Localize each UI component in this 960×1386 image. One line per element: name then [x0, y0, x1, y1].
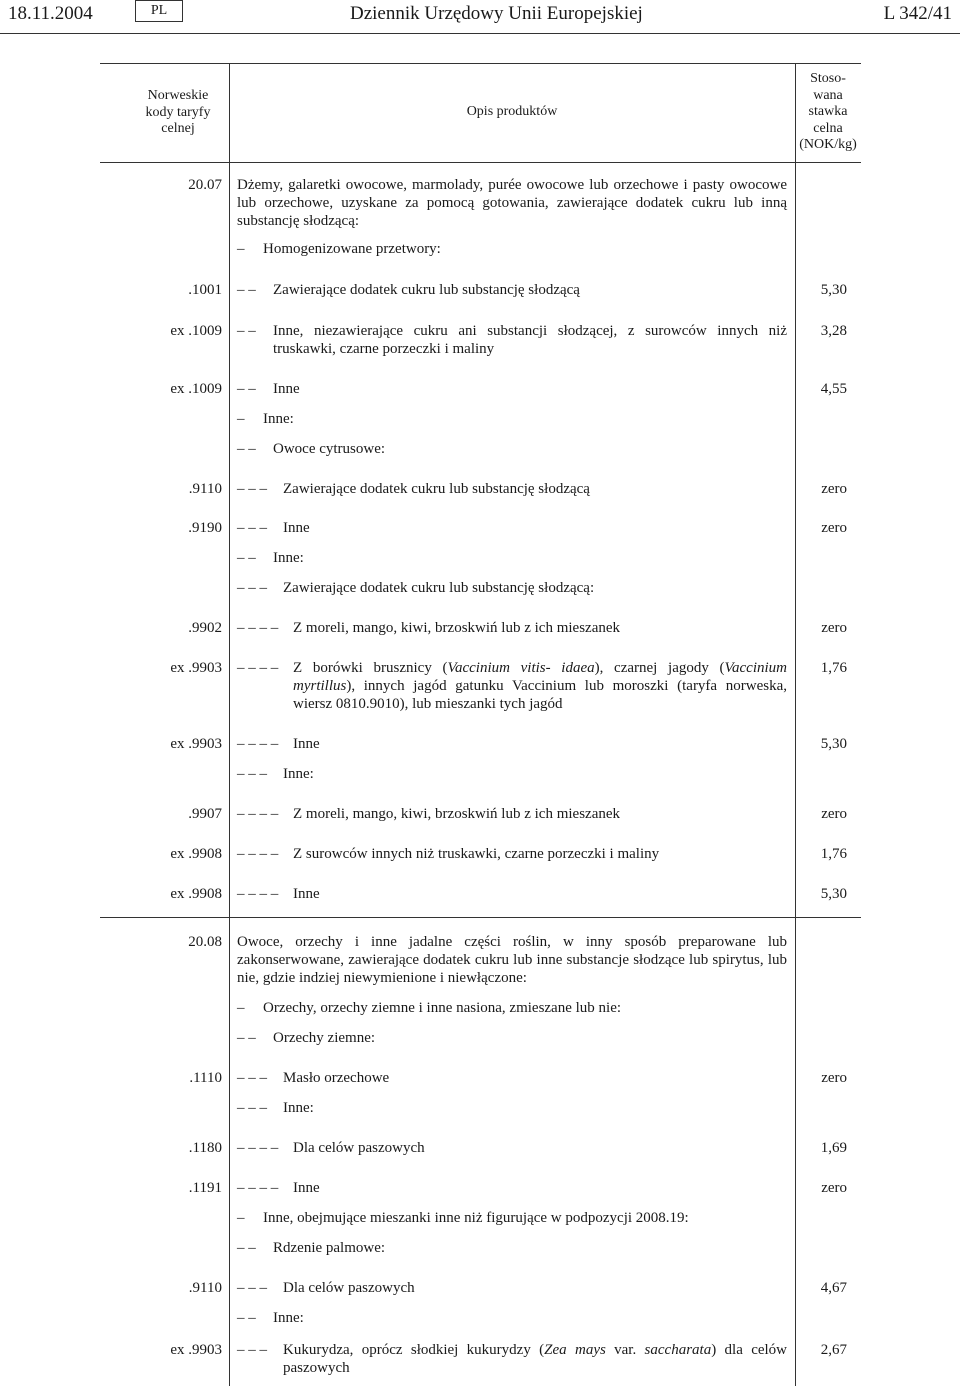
product-description: Kukurydza, oprócz słodkiej kukurydzy (Zea mays var. saccharata) dla celów paszowych: [283, 1342, 788, 1376]
hierarchy-dash: – – – –: [237, 1180, 279, 1196]
tariff-code: .9902: [188, 620, 222, 636]
hierarchy-dash: – – –: [237, 481, 267, 497]
hierarchy-dash: – – –: [237, 1342, 267, 1358]
tariff-code: ex .9903: [170, 736, 222, 752]
product-description: Inne:: [263, 411, 294, 427]
publication-date: 18.11.2004: [8, 3, 93, 24]
table-top-rule: [100, 63, 861, 64]
product-description: Inne: [293, 736, 320, 752]
product-description: Zawierające dodatek cukru lub substancję słodzącą: [283, 481, 590, 497]
product-description: Inne:: [273, 1310, 304, 1326]
tariff-code: ex .1009: [170, 323, 222, 339]
duty-rate: zero: [821, 1070, 847, 1086]
hierarchy-dash: –: [237, 1210, 245, 1226]
product-description: Inne: [283, 520, 310, 536]
product-description: Dla celów paszowych: [293, 1140, 425, 1156]
tariff-code: .1001: [188, 282, 222, 298]
column-header-code: [130, 88, 226, 138]
hierarchy-dash: – –: [237, 550, 256, 566]
product-description: Inne:: [283, 1100, 314, 1116]
duty-rate: zero: [821, 520, 847, 536]
hierarchy-dash: – – –: [237, 580, 267, 596]
tariff-code: ex .9903: [170, 660, 222, 676]
product-description: Z borówki brusznicy (Vaccinium vitis- idaea), czarnej jagody (Vaccinium myrtillus), innych jagód gatunku Vaccinium lub moroszki (taryfa norweska, wiersz 0810.9010), lub mieszanki tych jagód: [293, 660, 787, 712]
hierarchy-dash: – – –: [237, 766, 267, 782]
product-description: Dżemy, galaretki owocowe, marmolady, purée owocowe lub orzechowe i pasty owocowe lub orzechowe, uzyskane za pomocą gotowania, zawierające dodatek cukru lub inną substancję słodzącą:: [237, 177, 787, 229]
hierarchy-dash: – – – –: [237, 736, 279, 752]
duty-rate: 4,67: [820, 1280, 847, 1296]
column-header-rate: [797, 71, 859, 154]
tariff-code: .9190: [188, 520, 222, 536]
hierarchy-dash: – –: [237, 381, 256, 397]
tariff-code: ex .9908: [170, 886, 222, 902]
tariff-code: .9110: [188, 1280, 222, 1296]
tariff-code: .1191: [188, 1180, 222, 1196]
duty-rate: 1,76: [820, 660, 847, 676]
hierarchy-dash: – – –: [237, 1100, 267, 1116]
hierarchy-dash: – – – –: [237, 886, 279, 902]
duty-rate: 1,69: [820, 1140, 847, 1156]
product-description: Inne: [273, 381, 300, 397]
hierarchy-dash: –: [237, 411, 245, 427]
tariff-code: 20.07: [188, 177, 222, 193]
tariff-code: ex .9903: [170, 1342, 222, 1358]
product-description: Inne:: [283, 766, 314, 782]
product-description: Inne: [293, 886, 320, 902]
product-description: Owoce cytrusowe:: [273, 441, 386, 457]
hierarchy-dash: – – – –: [237, 660, 279, 676]
hierarchy-dash: – –: [237, 1240, 256, 1256]
product-description: Inne, niezawierające cukru ani substancji słodzącej, z surowców innych niż truskawki, czarne porzeczki i maliny: [273, 323, 787, 357]
duty-rate: 3,28: [820, 323, 847, 339]
column-header-rate-line: wana: [813, 87, 843, 103]
hierarchy-dash: –: [237, 1000, 245, 1016]
table-header-rule: [100, 162, 861, 163]
product-description: Z moreli, mango, kiwi, brzoskwiń lub z ich mieszanek: [293, 620, 621, 636]
column-header-description: Opis produktów: [466, 104, 558, 119]
product-description: Owoce, orzechy i inne jadalne części roślin, w inny sposób preparowane lub zakonserwowane, zawierające dodatek cukru lub inne substancje słodzące lub spirytus, lub nie, gdzie indziej niewymienione i niewłączone:: [237, 934, 787, 986]
product-description: Dla celów paszowych: [283, 1280, 415, 1296]
hierarchy-dash: – –: [237, 323, 256, 339]
table-section-rule: [100, 917, 861, 918]
duty-rate: 4,55: [820, 381, 847, 397]
product-description: Orzechy, orzechy ziemne i inne nasiona, zmieszane lub nie:: [263, 1000, 622, 1016]
hierarchy-dash: – – – –: [237, 1140, 279, 1156]
hierarchy-dash: – – –: [237, 520, 267, 536]
duty-rate: zero: [821, 481, 847, 497]
product-description: Zawierające dodatek cukru lub substancję słodzącą:: [283, 580, 595, 596]
product-description: Zawierające dodatek cukru lub substancję słodzącą: [273, 282, 580, 298]
product-description: Rdzenie palmowe:: [273, 1240, 386, 1256]
hierarchy-dash: – – – –: [237, 846, 279, 862]
hierarchy-dash: – –: [237, 282, 256, 298]
product-description: Z surowców innych niż truskawki, czarne porzeczki i maliny: [293, 846, 660, 862]
column-header-code-line: Norweskie: [147, 88, 209, 103]
hierarchy-dash: – –: [237, 1030, 256, 1046]
page-number: L 342/41: [883, 3, 952, 24]
product-description: Homogenizowane przetwory:: [263, 241, 441, 257]
column-header-rate-line: (NOK/kg): [799, 137, 857, 152]
product-description: Inne: [293, 1180, 320, 1196]
hierarchy-dash: – –: [237, 1310, 256, 1326]
product-description: Inne:: [273, 550, 304, 566]
tariff-code: .1110: [189, 1070, 222, 1086]
hierarchy-dash: – – –: [237, 1280, 267, 1296]
tariff-code: ex .9908: [170, 846, 222, 862]
column-header-code-line: celnej: [161, 121, 195, 136]
column-header-rate-line: Stoso-: [810, 71, 846, 86]
hierarchy-dash: – – – –: [237, 806, 279, 822]
hierarchy-dash: –: [237, 241, 245, 257]
duty-rate: 5,30: [820, 282, 847, 298]
tariff-code: .1180: [188, 1140, 222, 1156]
journal-title: Dziennik Urzędowy Unii Europejskiej: [350, 3, 643, 24]
duty-rate: 1,76: [820, 846, 847, 862]
duty-rate: 5,30: [820, 886, 847, 902]
duty-rate: zero: [821, 1180, 847, 1196]
column-header-code-line: kody taryfy: [145, 104, 211, 120]
column-header-rate-line: celna: [813, 120, 843, 136]
duty-rate: 2,67: [820, 1342, 847, 1358]
tariff-code: ex .1009: [170, 381, 222, 397]
tariff-code: 20.08: [188, 934, 222, 950]
column-header-rate-line: stawka: [808, 104, 848, 119]
product-description: Masło orzechowe: [283, 1070, 390, 1086]
product-description: Z moreli, mango, kiwi, brzoskwiń lub z ich mieszanek: [293, 806, 621, 822]
page-header: [0, 0, 960, 34]
tariff-code: .9110: [188, 481, 222, 497]
language-badge: PL: [135, 0, 183, 22]
product-description: Orzechy ziemne:: [273, 1030, 376, 1046]
duty-rate: 5,30: [820, 736, 847, 752]
hierarchy-dash: – – – –: [237, 620, 279, 636]
duty-rate: zero: [821, 806, 847, 822]
hierarchy-dash: – –: [237, 441, 256, 457]
product-description: Inne, obejmujące mieszanki inne niż figurujące w podpozycji 2008.19:: [263, 1210, 689, 1226]
tariff-code: .9907: [188, 806, 222, 822]
header-rule: [0, 33, 960, 34]
column-divider-1: [229, 63, 230, 1386]
duty-rate: zero: [821, 620, 847, 636]
hierarchy-dash: – – –: [237, 1070, 267, 1086]
